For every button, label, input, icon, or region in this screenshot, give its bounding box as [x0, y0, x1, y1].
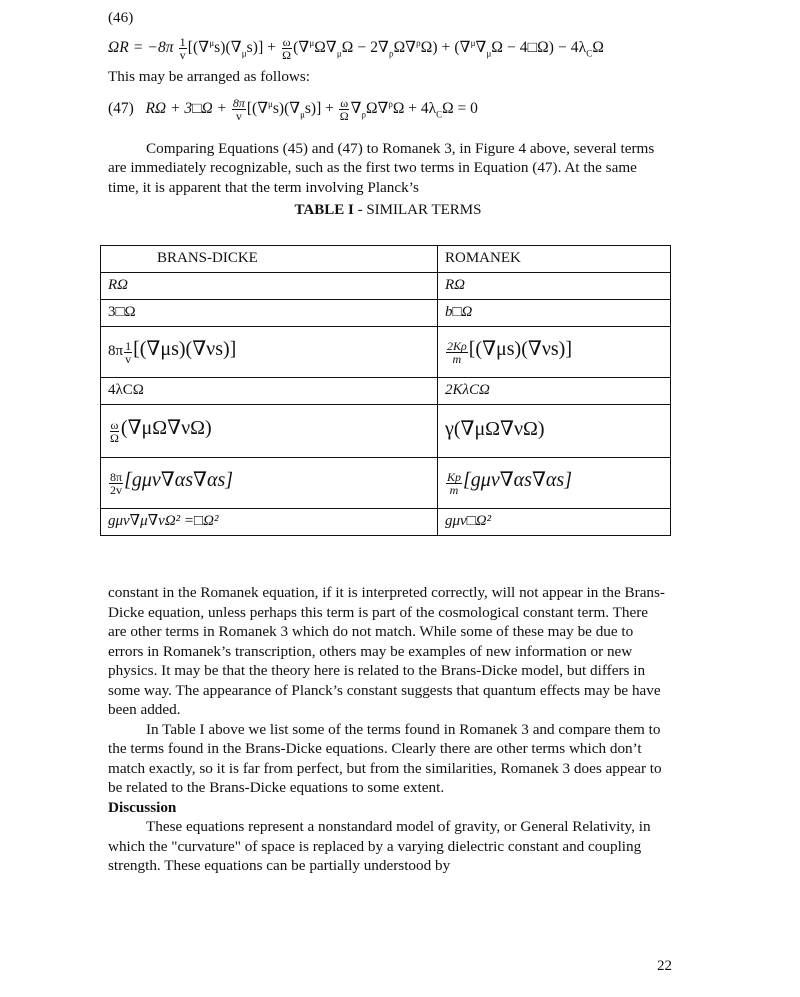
table-row: 4λCΩ 2KλCΩ — [101, 378, 671, 405]
equation-47-label: (47) — [108, 99, 134, 117]
paragraph-discussion: These equations represent a nonstandard model of gravity, or General Relativity, in which the "curvature" of space is replaced by a varying dielectric constant and coupling strength. These equations can be partially understood by — [108, 818, 651, 874]
table-title: TABLE I - SIMILAR TERMS — [294, 202, 482, 218]
lower-content — [108, 583, 668, 876]
equation-46: ΩR = −8π $\frac{1}{v}$ $[(\nabla^\mu s)(\nabla_\mu s)]$ + $\frac{\omega}{\Omega}$ $(\nabla^\mu\Omega\nabla_\mu\Omega - 2\nabla_\rho\Omega\nabla^\rho\Omega) + (\nabla^\mu\nabla_\mu\Omega$ − 4□Ω) − $4\lambda_C\Omega$ — [108, 34, 604, 62]
fraction: $\frac{\omega}{\Omega}$ — [282, 34, 292, 62]
paragraph-constant: constant in the Romanek equation, if it is interpreted correctly, will not appear in the Brans-Dicke equation, unless perhaps this term is part of the cosmological constant term. There are other terms in Romanek 3 which do not match. While some of these may be due to errors in Romanek’s transcription, others may be examples of new information or new physics. It may be that the theory here is related to the Brans-Dicke model, but differs in some way. The appearance of Planck’s constant suggests that quantum effects may be have been added. — [108, 584, 665, 718]
equation-46-label: (46) — [108, 9, 134, 26]
similar-terms-table — [100, 245, 671, 536]
table-row: $\frac{\omega}{\Omega}$ (∇μΩ∇νΩ) γ(∇μΩ∇νΩ) — [101, 405, 671, 458]
header-brans-dicke: BRANS-DICKE — [101, 246, 438, 273]
equation-47: (47) RΩ + 3□Ω + $\frac{8\pi}{v}$ $[(\nabla^\mu s)(\nabla_\mu s)]$ + $\frac{\omega}{\Omega}$ $\nabla_\rho\Omega\nabla^\rho\Omega + 4\lambda_C\Omega = 0$ — [108, 95, 478, 123]
page-content — [108, 8, 668, 221]
table-row: RΩ RΩ — [101, 273, 671, 300]
fraction: $\frac{\omega}{\Omega}$ — [339, 95, 349, 123]
table-row: gμν∇μ∇νΩ² =□Ω² gμν□Ω² — [101, 509, 671, 536]
fraction: $\frac{1}{v}$ — [179, 34, 186, 62]
table-row: 8π $\frac{1}{v}$ [(∇μs)(∇νs)] $\frac{2K\rho}{m}$ [(∇μs)(∇νs)] — [101, 327, 671, 378]
fraction: $\frac{8\pi}{v}$ — [232, 95, 245, 123]
arranged-text: This may be arranged as follows: — [108, 68, 311, 86]
paragraph-table-summary: In Table I above we list some of the terms found in Romanek 3 and compare them to the terms found in the Brans-Dicke equations. Clearly there are other terms which don’t match exactly, so it is far from perfect, but from the similarities, Romanek 3 does appear to be related to the Brans-Dicke equations to some extent. — [108, 720, 662, 796]
paragraph-comparing: Comparing Equations (45) and (47) to Romanek 3, in Figure 4 above, several terms are immediately recognizable, such as the first two terms in Equation (47). At the same time, it is apparent that the term involving Planck’s — [108, 139, 655, 196]
table-header-row — [101, 246, 671, 273]
header-romanek: ROMANEK — [438, 246, 671, 273]
table-row: $\frac{8\pi}{2v}$ [gμν∇αs∇αs] $\frac{Kp}{m}$ [gμν∇αs∇αs] — [101, 458, 671, 509]
table-row: 3□Ω b□Ω — [101, 300, 671, 327]
page-number: 22 — [657, 958, 672, 974]
discussion-heading: Discussion — [108, 798, 177, 816]
